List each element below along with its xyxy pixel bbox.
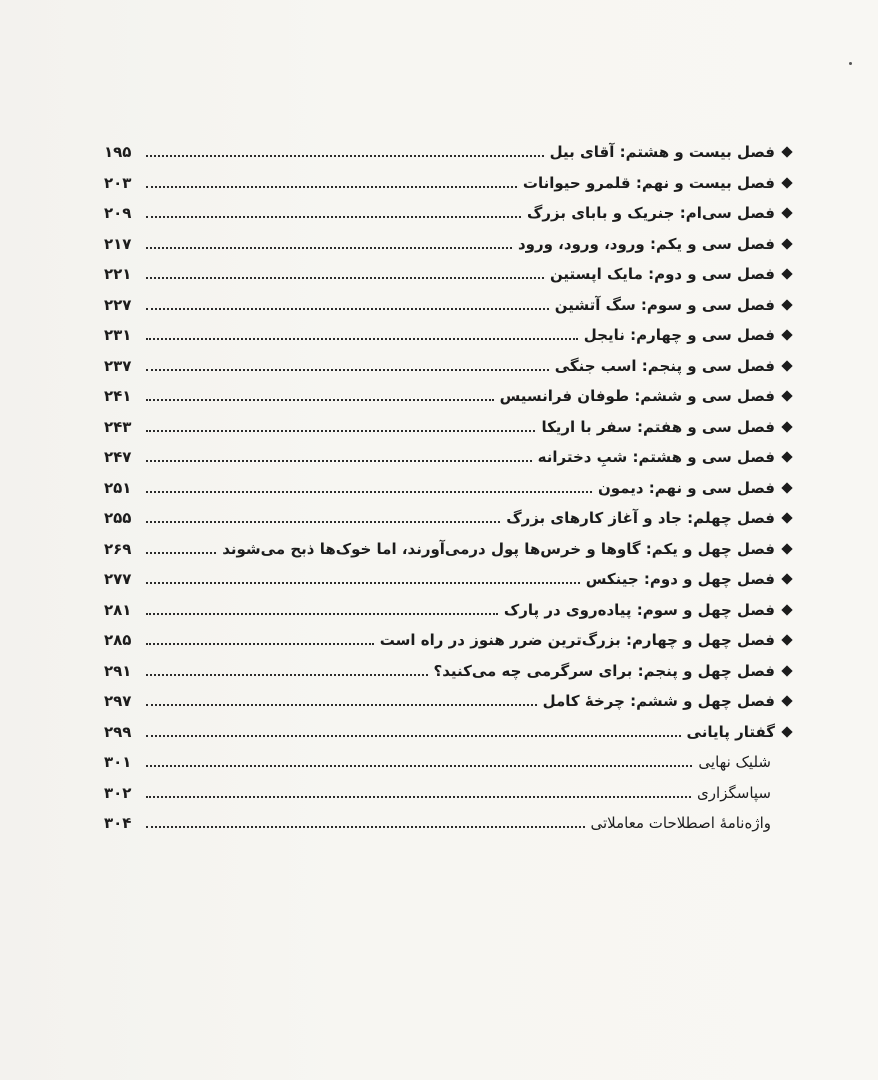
toc-entry: [104, 747, 794, 778]
toc-entry: [104, 534, 794, 565]
toc-entry-title: فصل چهل و سوم: پیاده‌روی در پارک: [503, 600, 775, 619]
toc-entry: [104, 808, 794, 839]
diamond-bullet-icon: [779, 270, 794, 278]
toc-entry: [104, 320, 794, 351]
toc-entry-title: گفتار پایانی: [686, 722, 775, 741]
dot-leader: [146, 765, 692, 767]
diamond-bullet-icon: [779, 453, 794, 461]
dot-leader: [146, 338, 578, 340]
toc-entry-page: ۲۱۷: [104, 234, 132, 253]
toc-entry: [104, 717, 794, 748]
diamond-bullet-icon: [779, 697, 794, 705]
toc-entry: [104, 290, 794, 321]
toc-entry-page: ۲۳۱: [104, 326, 132, 345]
toc-entry-page: ۲۵۵: [104, 509, 132, 528]
toc-entry-page: ۳۰۱: [104, 753, 132, 772]
toc-entry: [104, 442, 794, 473]
toc-entry-page: ۲۴۱: [104, 387, 132, 406]
dot-leader: [146, 613, 498, 615]
toc-entry: [104, 137, 794, 168]
toc-entry-title: فصل سی و یکم: ورود، ورود، ورود: [517, 234, 775, 253]
dot-leader: [146, 186, 517, 188]
dot-leader: [146, 369, 549, 371]
toc-entry-title: فصل چهل و پنجم: برای سرگرمی چه می‌کنید؟: [433, 661, 775, 680]
diamond-bullet-icon: [779, 209, 794, 217]
toc-entry-title: فصل سی و هشتم: شبِ دخترانه: [537, 448, 775, 467]
toc-entry-page: ۲۹۹: [104, 722, 132, 741]
toc-entry: [104, 168, 794, 199]
toc-entry-page: ۲۶۹: [104, 539, 132, 558]
toc-entry-title: فصل چهلم: جاد و آغاز کارهای بزرگ: [506, 509, 775, 528]
diamond-bullet-icon: [779, 484, 794, 492]
diamond-bullet-icon: [779, 728, 794, 736]
toc-entry-title: فصل سی‌ام: جنریک و بابای بزرگ: [527, 204, 775, 223]
toc-entry-page: ۲۰۹: [104, 204, 132, 223]
dot-leader: [146, 399, 494, 401]
toc-entry: [104, 198, 794, 229]
diamond-bullet-icon: [779, 331, 794, 339]
toc-entry: [104, 351, 794, 382]
diamond-bullet-icon: [779, 636, 794, 644]
toc-entry-page: ۳۰۴: [104, 814, 132, 833]
dust-speck: [849, 62, 852, 65]
dot-leader: [146, 430, 535, 432]
dot-leader: [146, 491, 592, 493]
toc-entry-title: فصل چهل و چهارم: بزرگ‌ترین ضرر هنوز در راه است: [379, 631, 775, 650]
toc-entry-title: فصل چهل و ششم: چرخهٔ کامل: [542, 692, 775, 711]
dot-leader: [146, 735, 681, 737]
toc-entry-page: ۲۵۱: [104, 478, 132, 497]
toc-entry-title: فصل بیست و نهم: قلمرو حیوانات: [522, 173, 775, 192]
dot-leader: [146, 826, 585, 828]
dot-leader: [146, 460, 532, 462]
toc-entry-page: ۲۳۷: [104, 356, 132, 375]
toc-entry-page: ۲۹۱: [104, 661, 132, 680]
toc-entry: [104, 686, 794, 717]
dot-leader: [146, 216, 521, 218]
toc-entry-title: فصل سی و ششم: طوفان فرانسیس: [499, 387, 775, 406]
toc-entry-page: ۲۲۱: [104, 265, 132, 284]
diamond-bullet-icon: [779, 514, 794, 522]
diamond-bullet-icon: [779, 301, 794, 309]
toc-entry-title: فصل سی و دوم: مایک اپستین: [549, 265, 775, 284]
toc-entry-page: ۱۹۵: [104, 143, 132, 162]
toc-entry: [104, 229, 794, 260]
toc-entry: [104, 625, 794, 656]
table-of-contents: [104, 137, 794, 839]
toc-entry-page: ۲۸۵: [104, 631, 132, 650]
toc-entry-title: فصل سی و چهارم: نایجل: [583, 326, 775, 345]
diamond-bullet-icon: [779, 148, 794, 156]
toc-entry-title: سپاسگزاری: [697, 783, 771, 802]
toc-entry: [104, 656, 794, 687]
dot-leader: [146, 155, 544, 157]
dot-leader: [146, 521, 500, 523]
diamond-bullet-icon: [779, 179, 794, 187]
toc-entry: [104, 259, 794, 290]
diamond-bullet-icon: [779, 362, 794, 370]
diamond-bullet-icon: [779, 423, 794, 431]
toc-entry-page: ۲۹۷: [104, 692, 132, 711]
toc-entry: [104, 473, 794, 504]
toc-entry-title: فصل بیست و هشتم: آقای بیل: [549, 143, 775, 162]
dot-leader: [146, 643, 374, 645]
toc-entry: [104, 595, 794, 626]
toc-entry-title: فصل چهل و دوم: جینکس: [585, 570, 775, 589]
dot-leader: [146, 247, 512, 249]
diamond-bullet-icon: [779, 575, 794, 583]
toc-entry-title: فصل چهل و یکم: گاوها و خرس‌ها پول درمی‌آورند، اما خوک‌ها ذبح می‌شوند: [222, 539, 775, 558]
toc-entry: [104, 778, 794, 809]
toc-entry-page: ۲۴۳: [104, 417, 132, 436]
toc-entry-title: فصل سی و پنجم: اسب جنگی: [554, 356, 775, 375]
toc-entry-title: واژه‌نامهٔ اصطلاحات معاملاتی: [590, 814, 771, 833]
toc-entry-title: فصل سی و نهم: دیمون: [597, 478, 775, 497]
dot-leader: [146, 308, 549, 310]
dot-leader: [146, 277, 544, 279]
toc-entry-page: ۳۰۲: [104, 783, 132, 802]
toc-entry-page: ۲۲۷: [104, 295, 132, 314]
diamond-bullet-icon: [779, 667, 794, 675]
toc-entry: [104, 564, 794, 595]
toc-entry-title: فصل سی و سوم: سگ آتشین: [554, 295, 775, 314]
dot-leader: [146, 796, 691, 798]
toc-entry-page: ۲۴۷: [104, 448, 132, 467]
diamond-bullet-icon: [779, 240, 794, 248]
toc-entry-page: ۲۷۷: [104, 570, 132, 589]
diamond-bullet-icon: [779, 392, 794, 400]
toc-entry: [104, 381, 794, 412]
toc-entry-title: شلیک نهایی: [698, 753, 771, 772]
toc-entry: [104, 503, 794, 534]
diamond-bullet-icon: [779, 545, 794, 553]
toc-entry-page: ۲۰۳: [104, 173, 132, 192]
dot-leader: [146, 552, 216, 554]
toc-entry-page: ۲۸۱: [104, 600, 132, 619]
toc-entry-title: فصل سی و هفتم: سفر با اریکا: [541, 417, 775, 436]
dot-leader: [146, 704, 537, 706]
dot-leader: [146, 582, 580, 584]
dot-leader: [146, 674, 428, 676]
diamond-bullet-icon: [779, 606, 794, 614]
toc-entry: [104, 412, 794, 443]
